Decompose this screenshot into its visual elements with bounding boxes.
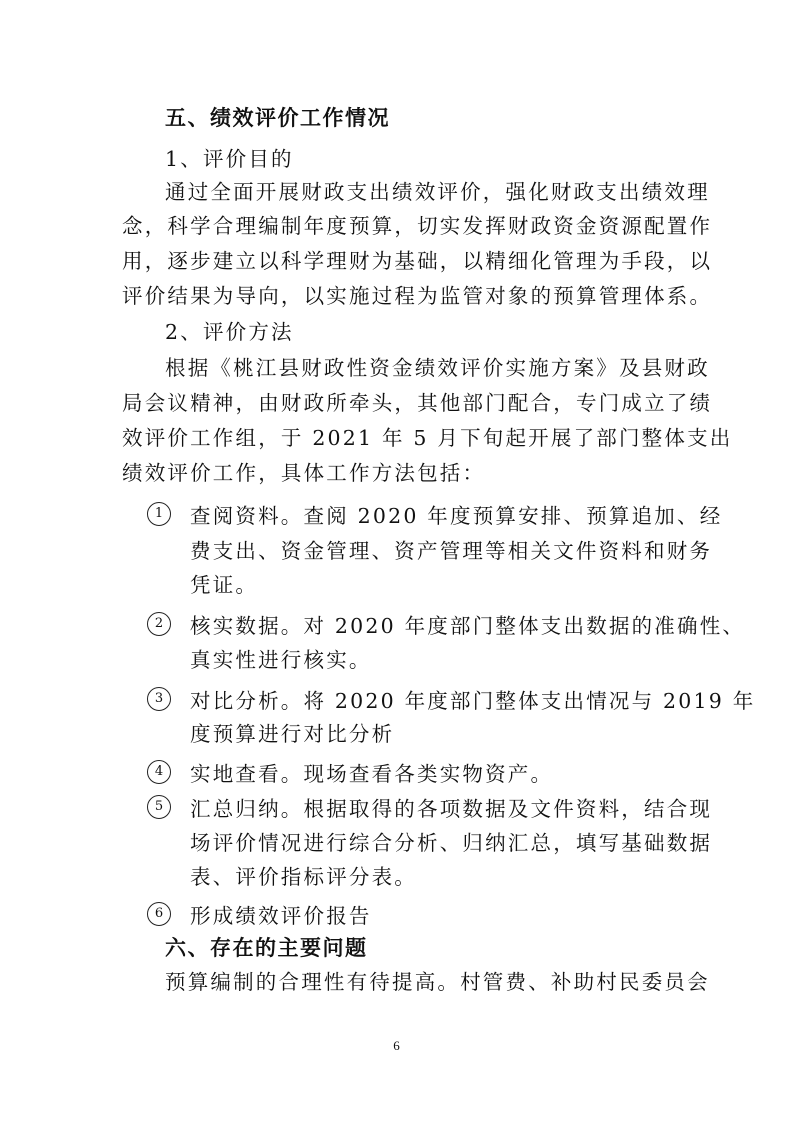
paragraph-line: 根据《桃江县财政性资金绩效评价实施方案》及县财政 — [165, 356, 710, 380]
section-6-heading: 六、存在的主要问题 — [165, 936, 368, 960]
section-5-heading: 五、绩效评价工作情况 — [165, 106, 390, 130]
paragraph-line: 预算编制的合理性有待提高。村管费、补助村民委员会 — [165, 970, 710, 994]
list-number-badge: 3 — [147, 687, 171, 711]
page-number: 6 — [393, 1038, 400, 1053]
list-item-line: 实地查看。现场查看各类实物资产。 — [190, 762, 554, 786]
list-item-line: 场评价情况进行综合分析、归纳汇总，填写基础数据 — [190, 831, 713, 855]
list-item-line: 查阅资料。查阅 2020 年度预算安排、预算追加、经 — [190, 504, 723, 528]
list-number-badge: 4 — [147, 760, 171, 784]
subsection-2-title: 2、评价方法 — [165, 320, 294, 344]
paragraph-line: 通过全面开展财政支出绩效评价，强化财政支出绩效理 — [165, 180, 710, 204]
list-item-line: 核实数据。对 2020 年度部门整体支出数据的准确性、 — [190, 614, 746, 638]
list-item-line: 表、评价指标评分表。 — [190, 865, 417, 889]
paragraph-line: 用，逐步建立以科学理财为基础，以精细化管理为手段，以 — [122, 249, 713, 273]
list-number-badge: 1 — [147, 502, 171, 526]
paragraph-line: 评价结果为导向，以实施过程为监管对象的预算管理体系。 — [122, 284, 713, 308]
paragraph-line: 绩效评价工作，具体工作方法包括： — [122, 461, 486, 485]
list-number-badge: 2 — [147, 612, 171, 636]
paragraph-line: 效评价工作组，于 2021 年 5 月下旬起开展了部门整体支出 — [122, 426, 733, 450]
list-number-badge: 6 — [147, 902, 171, 926]
list-item-line: 真实性进行核实。 — [190, 648, 372, 672]
list-item-line: 形成绩效评价报告 — [190, 904, 372, 928]
list-number-badge: 5 — [147, 795, 171, 819]
list-item-line: 汇总归纳。根据取得的各项数据及文件资料，结合现 — [190, 797, 713, 821]
paragraph-line: 念，科学合理编制年度预算，切实发挥财政资金资源配置作 — [122, 214, 713, 238]
list-item-line: 对比分析。将 2020 年度部门整体支出情况与 2019 年 — [190, 689, 756, 713]
list-item-line: 凭证。 — [190, 573, 259, 597]
list-item-line: 费支出、资金管理、资产管理等相关文件资料和财务 — [190, 539, 713, 563]
list-item-line: 度预算进行对比分析 — [190, 722, 395, 746]
subsection-1-title: 1、评价目的 — [165, 147, 294, 171]
paragraph-line: 局会议精神，由财政所牵头，其他部门配合，专门成立了绩 — [122, 391, 713, 415]
